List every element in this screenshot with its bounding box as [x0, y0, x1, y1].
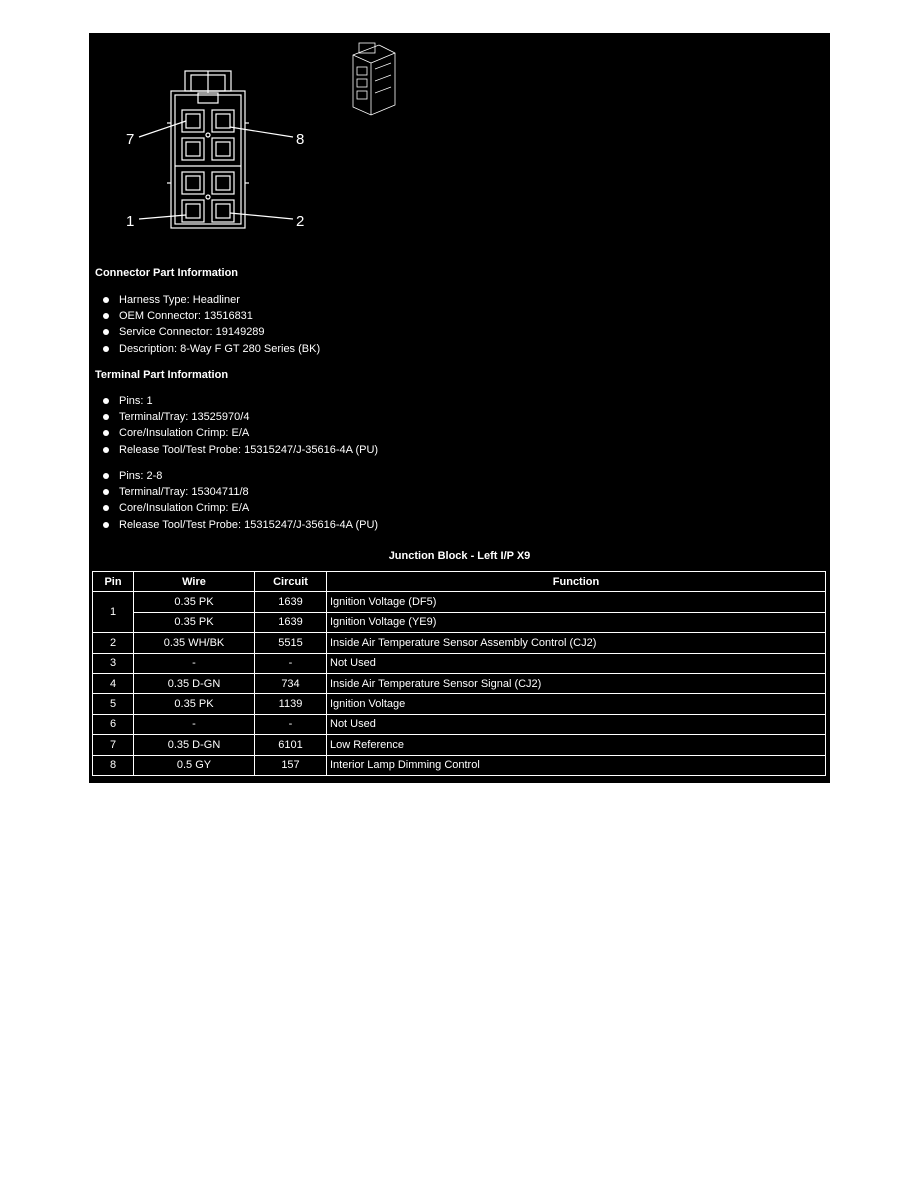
table-row [93, 633, 826, 653]
cell-function: Low Reference [327, 735, 826, 755]
cell-circuit: 5515 [255, 633, 327, 653]
cell-function: Inside Air Temperature Sensor Signal (CJ2) [327, 673, 826, 693]
column-header-pin: Pin [93, 572, 134, 592]
table-header-row [93, 572, 826, 592]
cell-wire: 0.35 PK [134, 694, 255, 714]
cell-pin: 8 [93, 755, 134, 775]
connector-thumbnail [353, 43, 395, 115]
list-item: Pins: 2-8 [101, 468, 378, 484]
cell-pin: 2 [93, 633, 134, 653]
cell-circuit: 1639 [255, 592, 327, 612]
cell-circuit: - [255, 653, 327, 673]
leader-line-7 [139, 121, 186, 137]
list-item: Core/Insulation Crimp: E/A [101, 500, 378, 516]
cell-pin: 5 [93, 694, 134, 714]
cell-pin: 7 [93, 735, 134, 755]
leader-line-2 [230, 213, 293, 219]
cell-wire: 0.35 D-GN [134, 735, 255, 755]
column-header-circuit: Circuit [255, 572, 327, 592]
pin-label-2: 2 [296, 213, 305, 230]
connector-section-title: Connector Part Information [95, 267, 239, 279]
cell-pin: 3 [93, 653, 134, 673]
list-item: Release Tool/Test Probe: 15315247/J-35616-4A (PU) [101, 517, 378, 533]
terminal-info-list-2 [101, 468, 378, 533]
cell-function: Interior Lamp Dimming Control [327, 755, 826, 775]
cell-circuit: - [255, 714, 327, 734]
cavity-5 [182, 138, 204, 160]
list-item: Terminal/Tray: 15304711/8 [101, 484, 378, 500]
cell-wire: 0.35 PK [134, 612, 255, 632]
cell-function: Not Used [327, 714, 826, 734]
cavity-3 [182, 172, 204, 194]
leader-line-8 [230, 127, 293, 137]
table-row [93, 612, 826, 632]
cell-circuit: 6101 [255, 735, 327, 755]
terminal-info-list-1 [101, 393, 378, 458]
table-row [93, 653, 826, 673]
table-title: Junction Block - Left I/P X9 [388, 550, 531, 562]
cavity-4 [212, 172, 234, 194]
cell-circuit: 1139 [255, 694, 327, 714]
cell-function: Not Used [327, 653, 826, 673]
connector-info-list [101, 292, 320, 357]
list-item: Pins: 1 [101, 393, 378, 409]
list-item: Description: 8-Way F GT 280 Series (BK) [101, 341, 320, 357]
cell-wire: 0.35 PK [134, 592, 255, 612]
cell-pin: 4 [93, 673, 134, 693]
cell-function: Ignition Voltage (DF5) [327, 592, 826, 612]
cavity-2 [212, 200, 234, 222]
cavity-1 [182, 200, 204, 222]
cell-wire: 0.5 GY [134, 755, 255, 775]
cell-circuit: 1639 [255, 612, 327, 632]
list-item: Release Tool/Test Probe: 15315247/J-35616-4A (PU) [101, 442, 378, 458]
table-row [93, 735, 826, 755]
leader-line-1 [139, 215, 186, 219]
table-row [93, 755, 826, 775]
list-item: Terminal/Tray: 13525970/4 [101, 409, 378, 425]
connector-diagram [89, 33, 830, 273]
cavity-6 [212, 138, 234, 160]
cell-wire: - [134, 653, 255, 673]
table-row [93, 694, 826, 714]
list-item: OEM Connector: 13516831 [101, 308, 320, 324]
pin-label-8: 8 [296, 131, 305, 148]
list-item: Service Connector: 19149289 [101, 324, 320, 340]
list-item: Core/Insulation Crimp: E/A [101, 425, 378, 441]
cell-pin: 1 [93, 592, 134, 633]
cell-function: Inside Air Temperature Sensor Assembly Control (CJ2) [327, 633, 826, 653]
cell-wire: 0.35 WH/BK [134, 633, 255, 653]
list-item: Harness Type: Headliner [101, 292, 320, 308]
cell-circuit: 734 [255, 673, 327, 693]
document-panel [89, 33, 830, 783]
cell-wire: 0.35 D-GN [134, 673, 255, 693]
cell-circuit: 157 [255, 755, 327, 775]
cell-function: Ignition Voltage (YE9) [327, 612, 826, 632]
pinout-table [92, 571, 826, 776]
column-header-wire: Wire [134, 572, 255, 592]
pin-label-1: 1 [126, 213, 135, 230]
table-row [93, 592, 826, 612]
cell-wire: - [134, 714, 255, 734]
terminal-section-title: Terminal Part Information [95, 369, 229, 381]
cell-function: Ignition Voltage [327, 694, 826, 714]
cavity-8 [212, 110, 234, 132]
cell-pin: 6 [93, 714, 134, 734]
table-row [93, 714, 826, 734]
column-header-function: Function [327, 572, 826, 592]
table-row [93, 673, 826, 693]
pin-label-7: 7 [126, 131, 135, 148]
